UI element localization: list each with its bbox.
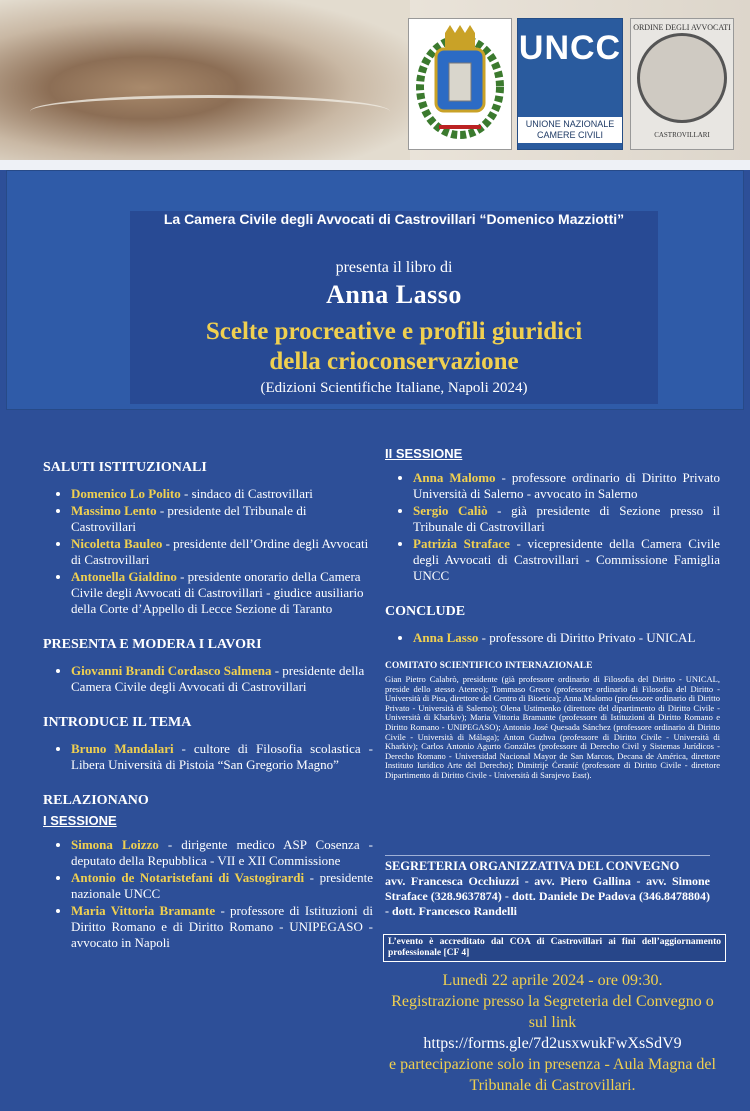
list-item: • Antonio de Notaristefani di Vastogirardi - presidente nazionale UNCC: [71, 870, 373, 902]
uncc-caption: [518, 117, 622, 143]
divider-strip: [0, 160, 750, 170]
book-title-line2: della crioconservazione: [269, 348, 519, 375]
list-item: • Sergio Caliò - già presidente di Sezione presso il Tribunale di Castrovillari: [413, 503, 720, 535]
session-heading: I SESSIONE: [43, 813, 117, 828]
list-item: • Bruno Mandalari - cultore di Filosofia scolastica - Libera Università di Pistoia “San Gregorio Magno”: [71, 741, 373, 773]
secretariat: [385, 855, 710, 919]
section-heading: SALUTI ISTITUZIONALI: [43, 460, 207, 475]
book-author: Anna Lasso: [326, 280, 462, 309]
sculpture-photo: [0, 0, 410, 160]
registration-line: Registrazione presso la Segreteria del Convegno o sul link: [391, 993, 714, 1031]
list-item: • Maria Vittoria Bramante - professore di Istituzioni di Diritto Romano e di Diritto Romano - UNIPEGASO - avvocato in Napoli: [71, 903, 373, 951]
venue-line: e partecipazione solo in presenza - Aula Magna del Tribunale di Castrovillari.: [389, 1056, 716, 1094]
castrovillari-coat-of-arms-icon: [408, 18, 512, 150]
speaker-list: [43, 486, 373, 617]
section-heading: RELAZIONANO: [43, 793, 149, 808]
program-left-column: [43, 460, 373, 971]
accreditation-box: L’evento è accreditato dal COA di Castrovillari ai fini dell’aggiornamento professionale [CF 4]: [383, 934, 726, 962]
speaker-list: [43, 741, 373, 773]
list-item: • Nicoletta Bauleo - presidente dell’Ordine degli Avvocati di Castrovillari: [71, 536, 373, 568]
session-heading: II SESSIONE: [385, 446, 463, 461]
event-info: [385, 970, 720, 1096]
program-right-column: [385, 446, 720, 781]
list-item: • Simona Loizzo - dirigente medico ASP Cosenza - deputato della Repubblica - VII e XII Commissione: [71, 837, 373, 869]
list-item: • Anna Malomo - professore ordinario di Diritto Privato Università di Salerno - avvocato in Salerno: [413, 470, 720, 502]
speaker-list: [43, 837, 373, 951]
presents-line: presenta il libro di: [335, 259, 453, 276]
event-date: Lunedì 22 aprile 2024 - ore 09:30.: [442, 972, 663, 989]
ordine-city: CASTROVILLARI: [654, 131, 710, 139]
uncc-caption-line1: UNIONE NAZIONALE: [525, 119, 615, 129]
uncc-mark: UNCC: [518, 29, 622, 67]
book-title-line1: Scelte procreative e profili giuridici: [205, 318, 583, 345]
speaker-list: [385, 630, 720, 646]
organizer: La Camera Civile degli Avvocati di Castrovillari “Domenico Mazziotti”: [163, 211, 625, 227]
registration-link[interactable]: https://forms.gle/7d2usxwukFwXsSdV9: [423, 1035, 682, 1052]
book-edition: (Edizioni Scientifiche Italiane, Napoli 2024): [260, 380, 528, 396]
uncc-logo: [517, 18, 623, 150]
list-item: • Anna Lasso - professore di Diritto Privato - UNICAL: [413, 630, 720, 646]
ordine-title: ORDINE DEGLI AVVOCATI: [633, 23, 731, 32]
speaker-list: [43, 663, 373, 695]
list-item: • Antonella Gialdino - presidente onorario della Camera Civile degli Avvocati di Castrovillari - giudice ausiliario della Corte d’Appello di Lecce Sezione di Taranto: [71, 569, 373, 617]
speaker-list: [385, 470, 720, 584]
list-item: • Patrizia Straface - vicepresidente della Camera Civile degli Avvocati di Castrovillari - Commissione Famiglia UNCC: [413, 536, 720, 584]
ordine-avvocati-logo: [630, 18, 734, 150]
section-heading: INTRODUCE IL TEMA: [43, 715, 192, 730]
section-heading: PRESENTA E MODERA I LAVORI: [43, 637, 262, 652]
list-item: • Giovanni Brandi Cordasco Salmena - presidente della Camera Civile degli Avvocati di Castrovillari: [71, 663, 373, 695]
secretariat-heading: SEGRETERIA ORGANIZZATIVA DEL CONVEGNO: [385, 855, 710, 874]
header-image: [0, 0, 750, 160]
uncc-caption-line2: CAMERE CIVILI: [536, 130, 603, 140]
ordine-seal-icon: [637, 33, 727, 123]
list-item: • Domenico Lo Polito - sindaco di Castrovillari: [71, 486, 373, 502]
secretariat-text: avv. Francesca Occhiuzzi - avv. Piero Gallina - avv. Simone Straface (328.9637874) - dott. Daniele De Padova (346.8478804) - dott. Francesco Randelli: [385, 874, 710, 918]
committee-text: Gian Pietro Calabrò, presidente (già professore ordinario di Filosofia del Diritto - UNICAL, preside dello stesso Ateneo); Tommaso Greco (professore ordinario di Filosofia del Diritto - Università di Pisa, direttore del Centro di Bioetica); Anna Malomo (professore ordinario di Diritto Privato - Università di Salerno); Olena Ustimenko (direttore del dipartimento di Diritto Civile - Università di Kharkiv); Maria Vittoria Bramante (professore di Istituzioni di Diritto Romano e Diritto Romano - UNIPEGASO); Antonio José Quesada Sánchez (professore ordinario di Diritto Civile - Università di Málaga); Anton Guzhva (professore di Diritto Civile - Università di Kharkiv); Carlos Antonio Agurto Gonzáles (professore di Derecho Civil y Sistemas Jurídicos - Derecho Romano - Universidad Nacional Mayor de San Marcos, Decana de América, direttore Instituto Iuridico Arte del Derecho); Dimitrije Ćeranić (professore di Diritto Civile - direttore Dipartimento di Diritto Civile - Università di Sarajevo East).: [385, 674, 720, 780]
list-item: • Massimo Lento - presidente del Tribunale di Castrovillari: [71, 503, 373, 535]
section-heading: CONCLUDE: [385, 604, 466, 619]
committee-heading: COMITATO SCIENTIFICO INTERNAZIONALE: [385, 661, 593, 671]
